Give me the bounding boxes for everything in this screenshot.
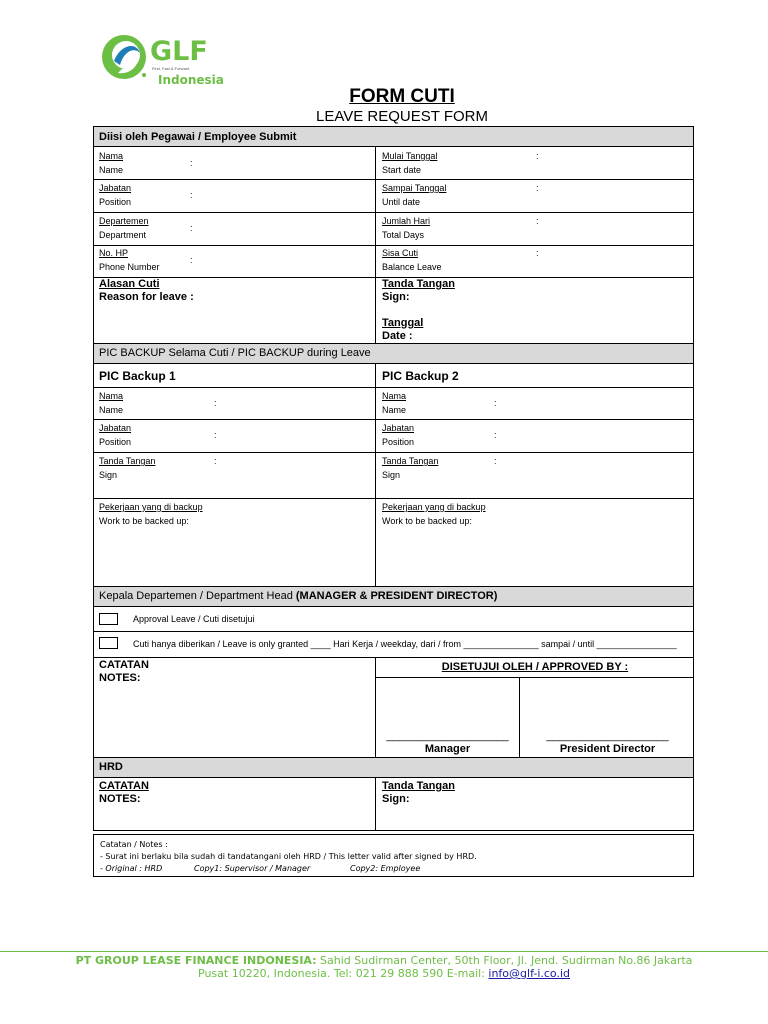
- employee-date-label-id: Tanggal: [382, 317, 424, 329]
- balance-leave-label-en: Balance Leave: [382, 262, 442, 272]
- pic2-sign-label-id: Tanda Tangan: [382, 456, 439, 466]
- department-colon: :: [190, 223, 193, 233]
- balance-leave-label-id: Sisa Cuti: [382, 248, 419, 258]
- pic2-position-label-id: Jabatan: [382, 423, 415, 433]
- dept-header-normal: Kepala Departemen / Department Head: [99, 590, 296, 602]
- until-date-label-id: Sampai Tanggal: [382, 183, 447, 193]
- pic2-position-label-en: Position: [382, 437, 415, 447]
- form-subtitle: LEAVE REQUEST FORM: [316, 108, 488, 125]
- notes-copy2: Copy2: Employee: [350, 864, 421, 873]
- pic2-work-label-id: Pekerjaan yang di backup: [382, 502, 486, 512]
- start-date-colon: :: [536, 151, 539, 161]
- pic2-name-colon: :: [494, 398, 497, 408]
- total-days-label-en: Total Days: [382, 230, 425, 240]
- pic1-sign-label-en: Sign: [99, 470, 118, 480]
- pic1-position-colon: :: [214, 430, 217, 440]
- until-date-colon: :: [536, 183, 539, 193]
- position-colon: :: [190, 190, 193, 200]
- phone-label-id: No. HP: [99, 248, 129, 258]
- approved-by-heading: DISETUJUI OLEH / APPROVED BY :: [441, 661, 629, 673]
- president-signature-line: ____________________: [546, 730, 669, 742]
- start-date-label-en: Start date: [382, 165, 422, 175]
- pic-section-header: PIC BACKUP Selama Cuti / PIC BACKUP during Leave: [99, 347, 371, 359]
- pic1-name-label-id: Nama: [99, 391, 124, 401]
- notes-original: - Original : HRD: [100, 864, 163, 873]
- pic1-sign-colon: :: [214, 456, 217, 466]
- pic1-sign-label-id: Tanda Tangan: [99, 456, 156, 466]
- granted-checkbox[interactable]: [99, 637, 118, 649]
- dept-notes-label-en: NOTES:: [99, 672, 141, 684]
- manager-signature-line: ____________________: [386, 730, 509, 742]
- employee-section-header: Diisi oleh Pegawai / Employee Submit: [99, 131, 297, 143]
- pic1-position-label-id: Jabatan: [99, 423, 132, 433]
- hrd-section-header: HRD: [99, 761, 123, 773]
- name-label-id: Nama: [99, 151, 124, 161]
- footer-divider: [0, 951, 768, 952]
- president-director-label: President Director: [559, 743, 656, 755]
- hrd-sign-label-en: Sign:: [382, 793, 410, 805]
- pic2-sign-label-en: Sign: [382, 470, 401, 480]
- pic-backup-2-title: PIC Backup 2: [382, 369, 459, 383]
- pic1-work-label-id: Pekerjaan yang di backup: [99, 502, 203, 512]
- reason-label-en: Reason for leave :: [99, 291, 194, 303]
- logo-brand-name: GLF: [150, 36, 208, 67]
- notes-copy1: Copy1: Supervisor / Manager: [194, 864, 311, 873]
- pic2-name-label-en: Name: [382, 405, 407, 415]
- pic1-name-label-en: Name: [99, 405, 124, 415]
- approval-checkbox[interactable]: [99, 613, 118, 625]
- notes-title: Catatan / Notes :: [100, 840, 168, 849]
- position-label-id: Jabatan: [99, 183, 132, 193]
- pic1-work-label-en: Work to be backed up:: [99, 516, 189, 526]
- footer-email-link[interactable]: info@glf-i.co.id: [488, 967, 570, 980]
- pic2-name-label-id: Nama: [382, 391, 407, 401]
- employee-sign-label-id: Tanda Tangan: [382, 278, 455, 290]
- form-title: FORM CUTI: [349, 86, 455, 107]
- footer-address-1: Sahid Sudirman Center, 50th Floor, Jl. Jend. Sudirman No.86 Jakarta: [316, 954, 693, 967]
- hrd-section-band: [94, 758, 693, 777]
- name-label-en: Name: [99, 165, 124, 175]
- phone-colon: :: [190, 255, 193, 265]
- pic2-work-label-en: Work to be backed up:: [382, 516, 472, 526]
- approval-label: Approval Leave / Cuti disetujui: [133, 614, 255, 624]
- hrd-notes-label-id: CATATAN: [99, 780, 149, 792]
- total-days-colon: :: [536, 216, 539, 226]
- employee-sign-label-en: Sign:: [382, 291, 410, 303]
- notes-line-validity: - Surat ini berlaku bila sudah di tandatangani oleh HRD / This letter valid after signed by HRD.: [100, 852, 477, 861]
- granted-label: Cuti hanya diberikan / Leave is only granted ____ Hari Kerja / weekday, dari / from _______________ sampai / until ________________: [133, 639, 677, 649]
- until-date-label-en: Until date: [382, 197, 421, 207]
- reason-label-id: Alasan Cuti: [99, 278, 160, 290]
- manager-label: Manager: [424, 743, 471, 755]
- dept-header-bold: (MANAGER & PRESIDENT DIRECTOR): [295, 590, 498, 602]
- hrd-sign-label-id: Tanda Tangan: [382, 780, 455, 792]
- pic2-position-colon: :: [494, 430, 497, 440]
- notes-copies: [100, 863, 687, 875]
- dept-section-header: [99, 590, 497, 602]
- hrd-notes-label-en: NOTES:: [99, 793, 141, 805]
- pic-backup-1-title: PIC Backup 1: [99, 369, 176, 383]
- notes-box: [93, 834, 694, 877]
- logo-tagline: Find, Fast & Forward: [152, 66, 190, 71]
- balance-leave-colon: :: [536, 248, 539, 258]
- department-label-en: Department: [99, 230, 147, 240]
- footer-company: PT GROUP LEASE FINANCE INDONESIA:: [75, 954, 317, 967]
- total-days-label-id: Jumlah Hari: [382, 216, 431, 226]
- dept-notes-label-id: CATATAN: [99, 659, 149, 671]
- phone-label-en: Phone Number: [99, 262, 160, 272]
- position-label-en: Position: [99, 197, 132, 207]
- department-label-id: Departemen: [99, 216, 149, 226]
- pic1-name-colon: :: [214, 398, 217, 408]
- name-colon: :: [190, 158, 193, 168]
- pic2-sign-colon: :: [494, 456, 497, 466]
- start-date-label-id: Mulai Tanggal: [382, 151, 438, 161]
- employee-date-label-en: Date :: [382, 330, 413, 342]
- logo-country: Indonesia: [158, 73, 224, 87]
- footer-address-2: Pusat 10220, Indonesia. Tel: 021 29 888 590 E-mail:: [198, 967, 489, 980]
- company-footer: [0, 954, 768, 980]
- pic1-position-label-en: Position: [99, 437, 132, 447]
